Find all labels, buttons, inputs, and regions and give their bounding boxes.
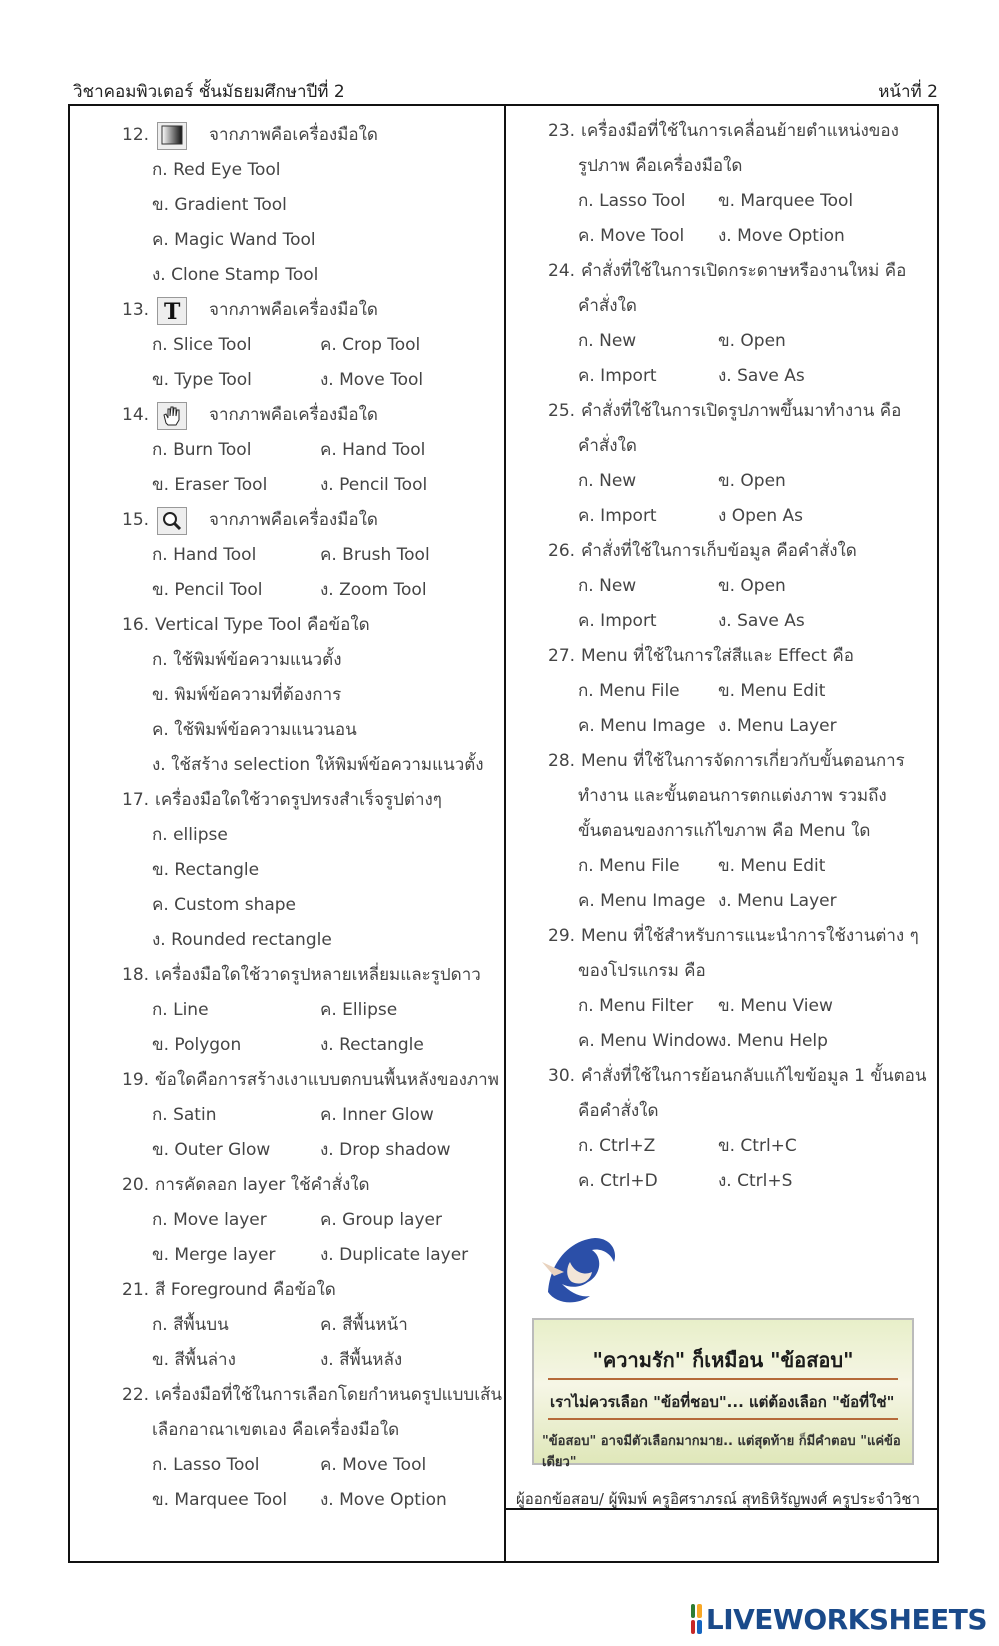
answer-option: ค. Brush Tool xyxy=(320,545,430,565)
question-14 xyxy=(122,398,502,433)
answer-option: ก. ใช้พิมพ์ข้อความแนวตั้ง xyxy=(152,650,342,670)
answer-options xyxy=(548,604,928,639)
question-number: 27. xyxy=(548,646,576,666)
question-19 xyxy=(122,1063,502,1098)
answer-option: ค. Hand Tool xyxy=(320,440,426,460)
answer-option: ง. Rectangle xyxy=(320,1035,424,1055)
answer-option: ค. Custom shape xyxy=(152,895,297,915)
answer-option: ค. Import xyxy=(578,366,657,386)
answer-option: ค. Magic Wand Tool xyxy=(152,230,316,250)
answer-options xyxy=(122,748,502,783)
answer-options xyxy=(122,713,502,748)
answer-option: ข. Polygon xyxy=(152,1035,242,1055)
answer-options xyxy=(548,499,928,534)
answer-option: ง. Drop shadow xyxy=(320,1140,451,1160)
answer-option: ง. Rounded rectangle xyxy=(152,930,332,950)
question-stem: การคัดลอก layer ใช้คำสั่งใด xyxy=(155,1175,370,1195)
answer-option: ข. Open xyxy=(718,576,786,596)
answer-options xyxy=(122,573,502,608)
watermark-text: LIVEWORKSHEETS xyxy=(705,1602,987,1636)
answer-option: ก. Lasso Tool xyxy=(152,1455,260,1475)
answer-option: ง. Save As xyxy=(718,366,805,386)
question-stem: เครื่องมือที่ใช้ในการเคลื่อนย้ายตำแหน่งของ xyxy=(581,121,899,141)
answer-option: ง. ใช้สร้าง selection ให้พิมพ์ข้อความแนวตั้ง xyxy=(152,755,484,775)
question-stem: Menu ที่ใช้สำหรับการแนะนำการใช้งานต่าง ๆ xyxy=(581,926,919,946)
banner-line-3: "ข้อสอบ" อาจมีตัวเลือกมากมาย.. แต่สุดท้าย ก็มีคำตอบ "แค่ข้อเดียว" xyxy=(542,1434,901,1470)
answer-options xyxy=(548,1164,928,1199)
answer-option: ง. Move Option xyxy=(718,226,845,246)
answer-option: ก. Red Eye Tool xyxy=(152,160,281,180)
answer-options xyxy=(122,1028,502,1063)
answer-option: ค. Menu Image xyxy=(578,716,706,736)
answer-option: ข. Menu Edit xyxy=(718,856,826,876)
liveworksheets-watermark xyxy=(691,1602,987,1636)
author-credit: ผู้ออกข้อสอบ/ ผู้พิมพ์ ครูอิศราภรณ์ สุทธิหิรัญพงศ์ ครูประจำวิชา xyxy=(516,1490,920,1508)
answer-option: ก. New xyxy=(578,576,637,596)
answer-option: ก. Menu File xyxy=(578,856,680,876)
answer-option: ข. Ctrl+C xyxy=(718,1136,797,1156)
question-stem: จากภาพคือเครื่องมือใด xyxy=(209,300,378,320)
header-page-number: หน้าที่ 2 xyxy=(878,82,938,102)
question-number: 12. xyxy=(122,125,150,145)
answer-option: ง. Duplicate layer xyxy=(320,1245,469,1265)
answer-option: ก. Burn Tool xyxy=(152,440,252,460)
answer-option: ค. Import xyxy=(578,611,657,631)
answer-option: ก. New xyxy=(578,471,637,491)
anime-character-image xyxy=(540,1232,622,1310)
answer-options xyxy=(548,674,928,709)
question-15 xyxy=(122,503,502,538)
answer-options xyxy=(122,993,502,1028)
answer-option: ก. Satin xyxy=(152,1105,217,1125)
answer-option: ข. Open xyxy=(718,331,786,351)
answer-option: ค. ใช้พิมพ์ข้อความแนวนอน xyxy=(152,720,357,740)
answer-options xyxy=(122,1308,502,1343)
question-23 xyxy=(548,114,928,149)
question-stem-continued: คำสั่งใด xyxy=(578,436,637,456)
answer-option: ก. Line xyxy=(152,1000,209,1020)
question-stem: สี Foreground คือข้อใด xyxy=(155,1280,336,1300)
answer-option: ข. Rectangle xyxy=(152,860,260,880)
question-stem: Vertical Type Tool คือข้อใด xyxy=(155,615,370,635)
question-30 xyxy=(548,1059,928,1094)
answer-options xyxy=(122,1448,502,1483)
answer-option: ข. Marquee Tool xyxy=(718,191,854,211)
answer-options xyxy=(548,464,928,499)
svg-text:T: T xyxy=(164,298,181,324)
question-stem: จากภาพคือเครื่องมือใด xyxy=(209,510,378,530)
question-number: 22. xyxy=(122,1385,150,1405)
answer-option: ค. Crop Tool xyxy=(320,335,421,355)
header-subject: วิชาคอมพิวเตอร์ ชั้นมัธยมศึกษาปีที่ 2 xyxy=(73,82,345,102)
answer-option: ง. Move Option xyxy=(320,1490,447,1510)
question-number: 25. xyxy=(548,401,576,421)
answer-options xyxy=(122,223,502,258)
question-18 xyxy=(122,958,502,993)
answer-option: ข. Menu Edit xyxy=(718,681,826,701)
answer-option: ก. Menu File xyxy=(578,681,680,701)
right-question-column xyxy=(548,114,928,1199)
question-stem: จากภาพคือเครื่องมือใด xyxy=(209,405,378,425)
question-stem-continued: คือคำสั่งใด xyxy=(578,1101,659,1121)
answer-options xyxy=(122,363,502,398)
question-number: 20. xyxy=(122,1175,150,1195)
answer-option: ค. Move Tool xyxy=(578,226,685,246)
question-stem-continued: ขั้นตอนของการแก้ไขภาพ คือ Menu ใด xyxy=(578,821,871,841)
answer-options xyxy=(122,643,502,678)
question-number: 28. xyxy=(548,751,576,771)
answer-option: ง. Save As xyxy=(718,611,805,631)
answer-option: ค. Group layer xyxy=(320,1210,442,1230)
answer-option: ก. Menu Filter xyxy=(578,996,694,1016)
question-12 xyxy=(122,118,502,153)
answer-option: ก. Slice Tool xyxy=(152,335,252,355)
answer-option: ข. Menu View xyxy=(718,996,833,1016)
question-stem-continued: รูปภาพ คือเครื่องมือใด xyxy=(578,156,743,176)
answer-options xyxy=(548,324,928,359)
answer-option: ข. Marquee Tool xyxy=(152,1490,288,1510)
gradient-tool-icon xyxy=(157,122,187,150)
question-26 xyxy=(548,534,928,569)
question-stem: คำสั่งที่ใช้ในการเปิดรูปภาพขึ้นมาทำงาน คือ xyxy=(581,401,902,421)
answer-option: ค. Move Tool xyxy=(320,1455,427,1475)
answer-options xyxy=(122,153,502,188)
answer-option: ค. Ctrl+D xyxy=(578,1171,658,1191)
question-stem-continued: เลือกอาณาเขตเอง คือเครื่องมือใด xyxy=(152,1420,400,1440)
question-stem-continued: ของโปรแกรม คือ xyxy=(578,961,706,981)
answer-options xyxy=(122,818,502,853)
question-number: 17. xyxy=(122,790,150,810)
question-22 xyxy=(122,1378,502,1413)
answer-options xyxy=(548,359,928,394)
question-number: 18. xyxy=(122,965,150,985)
question-stem-continued: คำสั่งใด xyxy=(578,296,637,316)
answer-option: ก. ellipse xyxy=(152,825,228,845)
question-16 xyxy=(122,608,502,643)
answer-option: ก. Hand Tool xyxy=(152,545,257,565)
answer-option: ง Open As xyxy=(718,506,803,526)
question-number: 13. xyxy=(122,300,150,320)
answer-options xyxy=(548,219,928,254)
answer-option: ข. Outer Glow xyxy=(152,1140,271,1160)
question-number: 14. xyxy=(122,405,150,425)
question-stem: ข้อใดคือการสร้างเงาแบบตกบนพื้นหลังของภาพ xyxy=(155,1070,499,1090)
banner-line-2: เราไม่ควรเลือก "ข้อที่ชอบ"... แต่ต้องเลือก "ข้อที่ใช่" xyxy=(550,1393,895,1411)
answer-options xyxy=(122,923,502,958)
liveworksheets-logo-icon xyxy=(691,1604,702,1634)
question-28 xyxy=(548,744,928,779)
question-29 xyxy=(548,919,928,954)
answer-options xyxy=(122,1483,502,1518)
question-25 xyxy=(548,394,928,429)
column-divider xyxy=(504,104,506,1563)
answer-option: ก. Lasso Tool xyxy=(578,191,686,211)
answer-options xyxy=(548,1024,928,1059)
question-number: 29. xyxy=(548,926,576,946)
answer-options xyxy=(548,849,928,884)
answer-option: ค. Ellipse xyxy=(320,1000,398,1020)
answer-option: ก. Move layer xyxy=(152,1210,267,1230)
question-stem: คำสั่งที่ใช้ในการย้อนกลับแก้ไขข้อมูล 1 ขั้นตอน xyxy=(581,1066,927,1086)
answer-option: ค. Import xyxy=(578,506,657,526)
question-number: 21. xyxy=(122,1280,150,1300)
answer-option: ข. Gradient Tool xyxy=(152,195,287,215)
question-17 xyxy=(122,783,502,818)
question-number: 16. xyxy=(122,615,150,635)
answer-option: ค. Menu Image xyxy=(578,891,706,911)
quote-banner xyxy=(532,1318,914,1470)
question-number: 19. xyxy=(122,1070,150,1090)
question-stem-continued: ทำงาน และขั้นตอนการตกแต่งภาพ รวมถึง xyxy=(578,786,887,806)
answer-options xyxy=(122,468,502,503)
zoom-tool-icon xyxy=(157,507,187,535)
answer-option: ง. Zoom Tool xyxy=(320,580,427,600)
answer-options xyxy=(122,433,502,468)
answer-options xyxy=(548,1129,928,1164)
answer-option: ข. Merge layer xyxy=(152,1245,276,1265)
question-stem: จากภาพคือเครื่องมือใด xyxy=(209,125,378,145)
answer-options xyxy=(122,1343,502,1378)
question-stem: Menu ที่ใช้ในการใส่สีและ Effect คือ xyxy=(581,646,854,666)
question-13 xyxy=(122,293,502,328)
type-tool-icon xyxy=(157,297,187,325)
answer-option: ข. Eraser Tool xyxy=(152,475,268,495)
question-number: 15. xyxy=(122,510,150,530)
answer-options xyxy=(122,1098,502,1133)
answer-option: ค. Menu Window xyxy=(578,1031,720,1051)
left-question-column xyxy=(122,118,502,1518)
answer-option: ค. สีพื้นหน้า xyxy=(320,1315,408,1335)
question-stem: คำสั่งที่ใช้ในการเก็บข้อมูล คือคำสั่งใด xyxy=(581,541,857,561)
answer-option: ง. Clone Stamp Tool xyxy=(152,265,319,285)
answer-option: ข. Open xyxy=(718,471,786,491)
question-27 xyxy=(548,639,928,674)
answer-option: ง. Pencil Tool xyxy=(320,475,428,495)
question-number: 30. xyxy=(548,1066,576,1086)
banner-rule-1 xyxy=(548,1378,898,1380)
question-24 xyxy=(548,254,928,289)
answer-options xyxy=(122,1133,502,1168)
answer-option: ง. Ctrl+S xyxy=(718,1171,793,1191)
answer-option: ข. Type Tool xyxy=(152,370,252,390)
question-21 xyxy=(122,1273,502,1308)
answer-options xyxy=(122,1238,502,1273)
answer-options xyxy=(122,188,502,223)
question-number: 24. xyxy=(548,261,576,281)
question-stem: เครื่องมือใดใช้วาดรูปหลายเหลี่ยมและรูปดาว xyxy=(155,965,481,985)
answer-options xyxy=(548,884,928,919)
answer-option: ง. Menu Help xyxy=(718,1031,828,1051)
banner-rule-2 xyxy=(548,1418,898,1420)
answer-option: ข. Pencil Tool xyxy=(152,580,263,600)
answer-option: ค. Inner Glow xyxy=(320,1105,434,1125)
answer-options xyxy=(548,569,928,604)
question-stem: เครื่องมือใดใช้วาดรูปทรงสำเร็จรูปต่างๆ xyxy=(155,790,442,810)
answer-options xyxy=(122,853,502,888)
answer-options xyxy=(548,709,928,744)
answer-options xyxy=(122,888,502,923)
question-20 xyxy=(122,1168,502,1203)
hand-tool-icon xyxy=(157,402,187,430)
answer-option: ข. พิมพ์ข้อความที่ต้องการ xyxy=(152,685,342,705)
answer-options xyxy=(122,538,502,573)
answer-option: ก. New xyxy=(578,331,637,351)
question-stem: คำสั่งที่ใช้ในการเปิดกระดาษหรืองานใหม่ คือ xyxy=(581,261,907,281)
answer-option: ก. สีพื้นบน xyxy=(152,1315,229,1335)
answer-option: ง. Move Tool xyxy=(320,370,424,390)
answer-options xyxy=(548,184,928,219)
answer-option: ก. Ctrl+Z xyxy=(578,1136,656,1156)
answer-options xyxy=(122,258,502,293)
question-stem: Menu ที่ใช้ในการจัดการเกี่ยวกับขั้นตอนการ xyxy=(581,751,905,771)
answer-option: ง. Menu Layer xyxy=(718,891,837,911)
banner-line-1: "ความรัก" ก็เหมือน "ข้อสอบ" xyxy=(592,1348,854,1372)
answer-option: ง. Menu Layer xyxy=(718,716,837,736)
answer-option: ข. สีพื้นล่าง xyxy=(152,1350,236,1370)
question-number: 23. xyxy=(548,121,576,141)
answer-options xyxy=(122,328,502,363)
question-number: 26. xyxy=(548,541,576,561)
answer-option: ง. สีพื้นหลัง xyxy=(320,1350,403,1370)
answer-options xyxy=(122,1203,502,1238)
question-stem: เครื่องมือที่ใช้ในการเลือกโดยกำหนดรูปแบบเส้น xyxy=(154,1385,502,1405)
answer-options xyxy=(548,989,928,1024)
answer-options xyxy=(122,678,502,713)
